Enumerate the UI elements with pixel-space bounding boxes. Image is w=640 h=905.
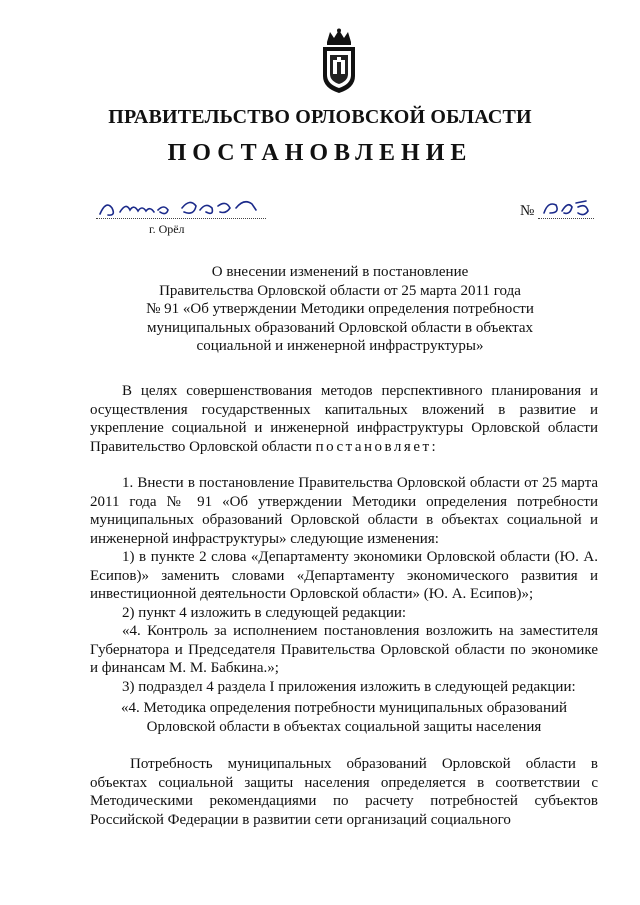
item-paragraph: 3) подраздел 4 раздела I приложения изложить в следующей редакции:	[122, 678, 576, 695]
handwritten-date-icon	[96, 196, 264, 220]
city-label: г. Орёл	[149, 222, 185, 236]
number-underline	[538, 218, 594, 219]
government-title: ПРАВИТЕЛЬСТВО ОРЛОВСКОЙ ОБЛАСТИ	[108, 106, 532, 128]
item-paragraph: 1) в пункте 2 слова «Департаменту экономики Орловской области (Ю. А. Есипов)» заменить словами «Департаменту экономического развития и инвестиционной деятельности Орловской области» (Ю. А. Есипов)»;	[90, 549, 598, 602]
body-text	[90, 382, 598, 696]
subject-line: Правительства Орловской области от 25 марта 2011 года	[159, 282, 521, 299]
subject-line: муниципальных образований Орловской области в объектах	[146, 319, 534, 336]
section-body	[90, 755, 598, 829]
preamble-text: В целях совершенствования методов перспективного планирования и осуществления государственных капитальных вложений в развитие и укрепление социальной и инженерной инфраструктуры Орловской области Правительство Орловской области	[90, 383, 598, 455]
decree-word: постановляет:	[315, 438, 439, 455]
number-label: №	[520, 203, 535, 219]
item-paragraph: «4. Контроль за исполнением постановления возложить на заместителя Губернатора и Председателя Правительства Орловской области по экономике и финансам М. М. Бабкина.»;	[90, 623, 598, 676]
section-title-line: Орловской области в объектах социальной защиты населения	[146, 718, 542, 735]
subject-line: социальной и инженерной инфраструктуры»	[196, 338, 484, 354]
subject-line: № 91 «Об утверждении Методики определения потребности	[146, 301, 534, 317]
section-paragraph: Потребность муниципальных образований Орловской области в объектах социальной защиты населения определяется в соответствии с Методическими рекомендациями по расчету потребностей субъектов Российской Федерации в развитии сети организаций социального	[90, 756, 598, 828]
section-title-line: «4. Методика определения потребности муниципальных образований	[120, 700, 568, 716]
item-paragraph: 2) пункт 4 изложить в следующей редакции:	[122, 604, 407, 621]
preamble-paragraph	[90, 382, 598, 456]
subject-line: О внесении изменений в постановление	[211, 264, 469, 280]
section-title	[90, 699, 598, 736]
coat-of-arms-icon	[318, 28, 360, 94]
document-type-title: ПОСТАНОВЛЕНИЕ	[167, 140, 473, 166]
subject-block	[140, 263, 540, 356]
date-underline	[96, 218, 266, 219]
item-paragraph: 1. Внести в постановление Правительства Орловской области от 25 марта 2011 года № 91 «Об утверждении Методики определения потребности муниципальных образований Орловской области в объектах социальной и инженерной инфраструктуры» следующие изменения:	[90, 475, 598, 547]
handwritten-number-icon	[540, 197, 592, 219]
